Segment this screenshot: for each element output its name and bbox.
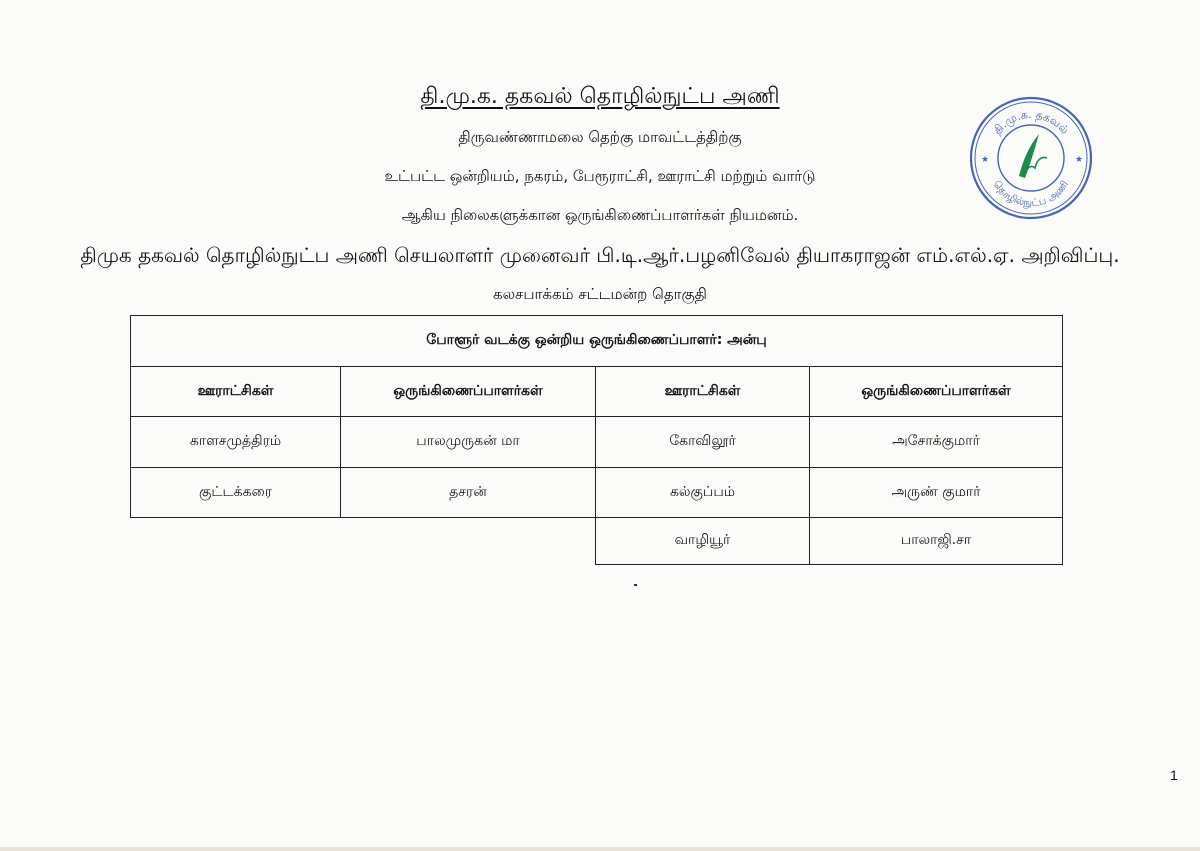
coordinators-table xyxy=(130,315,1063,565)
union-coordinator-header: போளூர் வடக்கு ஒன்றிய ஒருங்கிணைப்பாளர்: அன்பு xyxy=(130,315,1063,367)
appointment-line: ஆகிய நிலைகளுக்கான ஒருங்கிணைப்பாளர்கள் நியமனம். xyxy=(401,206,799,224)
scan-mark xyxy=(634,584,637,586)
table-cell-panchayat: குட்டக்கரை xyxy=(130,467,341,518)
district-line: திருவண்ணாமலை தெற்கு மாவட்டத்திற்கு xyxy=(458,128,742,146)
table-cell-coordinator: பாலமுருகன் மா xyxy=(340,416,596,468)
table-cell-panchayat: கல்குப்பம் xyxy=(595,467,810,518)
dmk-it-wing-seal xyxy=(967,94,1095,222)
constituency-line: கலசபாக்கம் சட்டமன்ற தொகுதி xyxy=(493,285,707,303)
column-header-coordinators-left: ஒருங்கிணைப்பாளர்கள் xyxy=(340,366,596,417)
column-header-panchayats-left: ஊராட்சிகள் xyxy=(130,366,341,417)
seal-bottom-text: தொழில்நுட்ப அணி xyxy=(990,179,1072,210)
table-cell-panchayat: கோவிலூர் xyxy=(595,416,810,468)
table-cell-coordinator: பாலாஜி.சா xyxy=(809,517,1063,565)
table-cell-coordinator: அருண் குமார் xyxy=(809,467,1063,518)
document-title: தி.மு.க. தகவல் தொழில்நுட்ப அணி xyxy=(420,84,780,109)
page-number: 1 xyxy=(1170,767,1178,783)
seal-top-text: தி.மு.க. தகவல் xyxy=(990,107,1072,137)
table-cell-coordinator: தசரன் xyxy=(340,467,596,518)
announcement-line: திமுக தகவல் தொழில்நுட்ப அணி செயலாளர் முனைவர் பி.டி.ஆர்.பழனிவேல் தியாகராஜன் எம்.எல்.ஏ. அறிவிப்பு. xyxy=(80,243,1120,267)
svg-text:★: ★ xyxy=(1075,155,1084,165)
table-cell-panchayat: காளசமுத்திரம் xyxy=(130,416,341,468)
levels-line: உட்பட்ட ஒன்றியம், நகரம், பேரூராட்சி, ஊராட்சி மற்றும் வார்டு xyxy=(384,167,816,185)
column-header-coordinators-right: ஒருங்கிணைப்பாளர்கள் xyxy=(809,366,1063,417)
svg-text:★: ★ xyxy=(981,155,990,165)
table-cell-coordinator: அசோக்குமார் xyxy=(809,416,1063,468)
column-header-panchayats-right: ஊராட்சிகள் xyxy=(595,366,810,417)
table-cell-panchayat: வாழியூர் xyxy=(595,517,810,565)
